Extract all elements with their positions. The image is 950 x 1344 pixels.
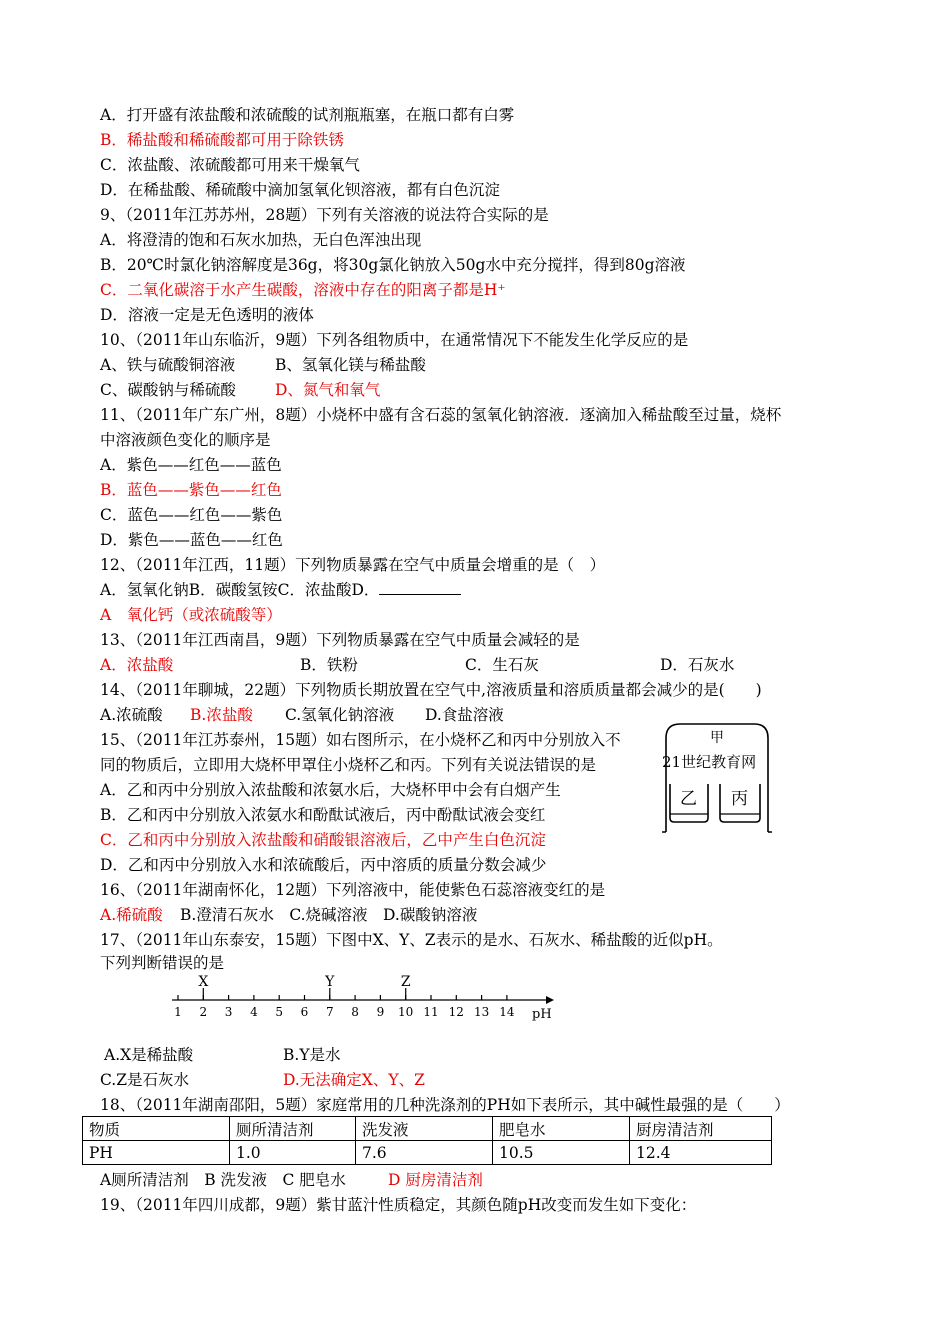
q14-option-d: D.食盐溶液 — [425, 706, 504, 724]
ph-tick-label: 4 — [250, 1005, 258, 1019]
question-12: 12、（2011年江西，11题）下列物质暴露在空气中质量会增重的是（ ） — [100, 556, 606, 574]
q12-answer: A 氧化钙（或浓硫酸等） — [100, 606, 282, 624]
table-cell: 洗发液 — [356, 1117, 493, 1141]
table-cell: PH — [83, 1141, 230, 1165]
option-a-q8: A．打开盛有浓盐酸和浓硫酸的试剂瓶瓶塞，在瓶口都有白雾 — [100, 106, 515, 124]
ph-unit-label: pH — [532, 1007, 552, 1022]
table-cell: 12.4 — [630, 1141, 772, 1165]
q14-option-c: C.氢氧化钠溶液 — [285, 706, 395, 724]
ph-tick-label: 8 — [351, 1005, 359, 1019]
q11-option-d: D．紫色——蓝色——红色 — [100, 531, 283, 549]
beaker-diagram — [656, 722, 778, 834]
ph-table — [82, 1116, 772, 1165]
option-d-q8: D．在稀盐酸、稀硫酸中滴加氢氧化钡溶液，都有白色沉淀 — [100, 181, 500, 199]
q10-option-a: A、铁与硫酸铜溶液 — [100, 356, 236, 374]
ph-marker-label: X — [198, 974, 209, 990]
q10-option-d-answer: D、氮气和氧气 — [275, 381, 381, 399]
question-16: 16、（2011年湖南怀化，12题）下列溶液中，能使紫色石蕊溶液变红的是 — [100, 881, 606, 899]
q17-option-d-answer: D.无法确定X、Y、Z — [283, 1071, 425, 1089]
q15-option-b: B．乙和丙中分别放入浓氨水和酚酞试液后，丙中酚酞试液会变红 — [100, 806, 546, 824]
q14-option-b-answer: B.浓盐酸 — [190, 706, 253, 724]
q11-option-c: C．蓝色——红色——紫色 — [100, 506, 283, 524]
q10-option-b: B、氢氧化镁与稀盐酸 — [275, 356, 426, 374]
question-14: 14、（2011年聊城，22题）下列物质长期放置在空气中,溶液质量和溶质质量都会减少的是( ) — [100, 681, 762, 699]
ph-tick-label: 1 — [174, 1005, 182, 1019]
option-c-q8: C．浓盐酸、浓硫酸都可用来干燥氧气 — [100, 156, 360, 174]
q9-option-b: B．20℃时氯化钠溶解度是36g，将30g氯化钠放入50g水中充分搅拌，得到80g溶液 — [100, 256, 686, 274]
question-13: 13、（2011年江西南昌，9题）下列物质暴露在空气中质量会减轻的是 — [100, 631, 580, 649]
q17-option-c: C.Z是石灰水 — [100, 1071, 190, 1089]
q10-option-c: C、碳酸钠与稀硫酸 — [100, 381, 236, 399]
ph-tick-label: 14 — [499, 1005, 515, 1019]
beaker-yi-label: 乙 — [680, 789, 697, 809]
q18-options-text: A厕所清洁剂 B 洗发液 C 肥皂水 — [100, 1171, 346, 1189]
question-15-line-2: 同的物质后，立即用大烧杯甲罩住小烧杯乙和丙。下列有关说法错误的是 — [100, 756, 597, 774]
beaker-jia-label: 甲 — [710, 730, 724, 746]
question-11-line-2: 中溶液颜色变化的顺序是 — [100, 431, 271, 449]
ph-tick-label: 10 — [398, 1005, 414, 1019]
question-15-line-1: 15、（2011年江苏泰州，15题）如右图所示，在小烧杯乙和丙中分别放入不 — [100, 731, 621, 749]
q13-option-c: C．生石灰 — [465, 656, 539, 674]
ph-tick-label: 12 — [448, 1005, 464, 1019]
q9-option-a: A．将澄清的饱和石灰水加热，无白色浑浊出现 — [100, 231, 422, 249]
ph-tick-label: 2 — [199, 1005, 208, 1019]
q17-option-a: A.X是稀盐酸 — [104, 1046, 194, 1064]
ph-tick-label: 3 — [224, 1005, 233, 1019]
question-17-line-1: 17、（2011年山东泰安，15题）下图中X、Y、Z表示的是水、石灰水、稀盐酸的近似pH。 — [100, 931, 723, 949]
q15-option-d: D．乙和丙中分别放入水和浓硫酸后，丙中溶质的质量分数会减少 — [100, 856, 547, 874]
question-18: 18、（2011年湖南邵阳，5题）家庭常用的几种洗涤剂的PH如下表所示，其中碱性最强的是（ ） — [100, 1096, 790, 1114]
ph-marker-label: Y — [325, 974, 335, 990]
ph-marker-label: Z — [400, 974, 411, 990]
q16-option-a-answer: A.稀硫酸 — [100, 906, 163, 924]
table-cell: 厕所清洁剂 — [230, 1117, 356, 1141]
q15-option-c-answer: C．乙和丙中分别放入浓盐酸和硝酸银溶液后，乙中产生白色沉淀 — [100, 831, 546, 849]
q11-option-a: A．紫色——红色——蓝色 — [100, 456, 282, 474]
q13-option-a-answer: A．浓盐酸 — [100, 656, 174, 674]
q16-other-options: B.澄清石灰水 C.烧碱溶液 D.碳酸钠溶液 — [180, 906, 478, 924]
table-row — [83, 1117, 772, 1141]
q17-option-b: B.Y是水 — [283, 1046, 341, 1064]
watermark: 21世纪教育网 — [662, 753, 757, 771]
q14-option-a: A.浓硫酸 — [100, 706, 163, 724]
beaker-bing-label: 丙 — [731, 789, 748, 809]
question-17-line-2: 下列判断错误的是 — [100, 954, 225, 972]
q11-option-b-answer: B．蓝色——紫色——红色 — [100, 481, 282, 499]
question-10: 10、（2011年山东临沂，9题）下列各组物质中，在通常情况下不能发生化学反应的是 — [100, 331, 689, 349]
ph-tick-label: 7 — [325, 1005, 334, 1019]
ph-ticks — [174, 995, 515, 1019]
q12-options — [100, 580, 461, 600]
ph-scale — [168, 972, 558, 1022]
ph-tick-label: 9 — [376, 1005, 385, 1019]
q12-options-text: A．氢氧化钠B．碳酸氢铵C．浓盐酸D． — [100, 581, 380, 599]
question-19: 19、（2011年四川成都，9题）紫甘蓝汁性质稳定，其颜色随pH改变而发生如下变化： — [100, 1196, 697, 1214]
table-cell: 肥皂水 — [493, 1117, 630, 1141]
option-b-q8-answer: B．稀盐酸和稀硫酸都可用于除铁锈 — [100, 131, 344, 149]
question-9: 9、（2011年江苏苏州，28题）下列有关溶液的说法符合实际的是 — [100, 206, 549, 224]
table-cell: 7.6 — [356, 1141, 493, 1165]
ph-tick-label: 13 — [473, 1005, 490, 1019]
q9-option-c-answer: C．二氧化碳溶于水产生碳酸，溶液中存在的阳离子都是H⁺ — [100, 281, 506, 299]
table-cell: 1.0 — [230, 1141, 356, 1165]
table-cell: 物质 — [83, 1117, 230, 1141]
question-11-line-1: 11、（2011年广东广州，8题）小烧杯中盛有含石蕊的氢氧化钠溶液．逐滴加入稀盐酸至过量，烧杯 — [100, 406, 782, 424]
table-row — [83, 1141, 772, 1165]
ph-tick-label: 6 — [300, 1005, 309, 1019]
q13-option-d: D．石灰水 — [660, 656, 735, 674]
table-cell: 10.5 — [493, 1141, 630, 1165]
q9-option-d: D．溶液一定是无色透明的液体 — [100, 306, 314, 324]
ph-tick-label: 5 — [275, 1005, 284, 1019]
answer-blank — [379, 580, 461, 595]
q15-option-a: A．乙和丙中分别放入浓盐酸和浓氨水后，大烧杯甲中会有白烟产生 — [100, 781, 561, 799]
q18-option-d-answer: D 厨房清洁剂 — [388, 1171, 483, 1189]
ph-tick-label: 11 — [423, 1005, 439, 1019]
table-cell: 厨房清洁剂 — [630, 1117, 772, 1141]
q13-option-b: B．铁粉 — [300, 656, 358, 674]
